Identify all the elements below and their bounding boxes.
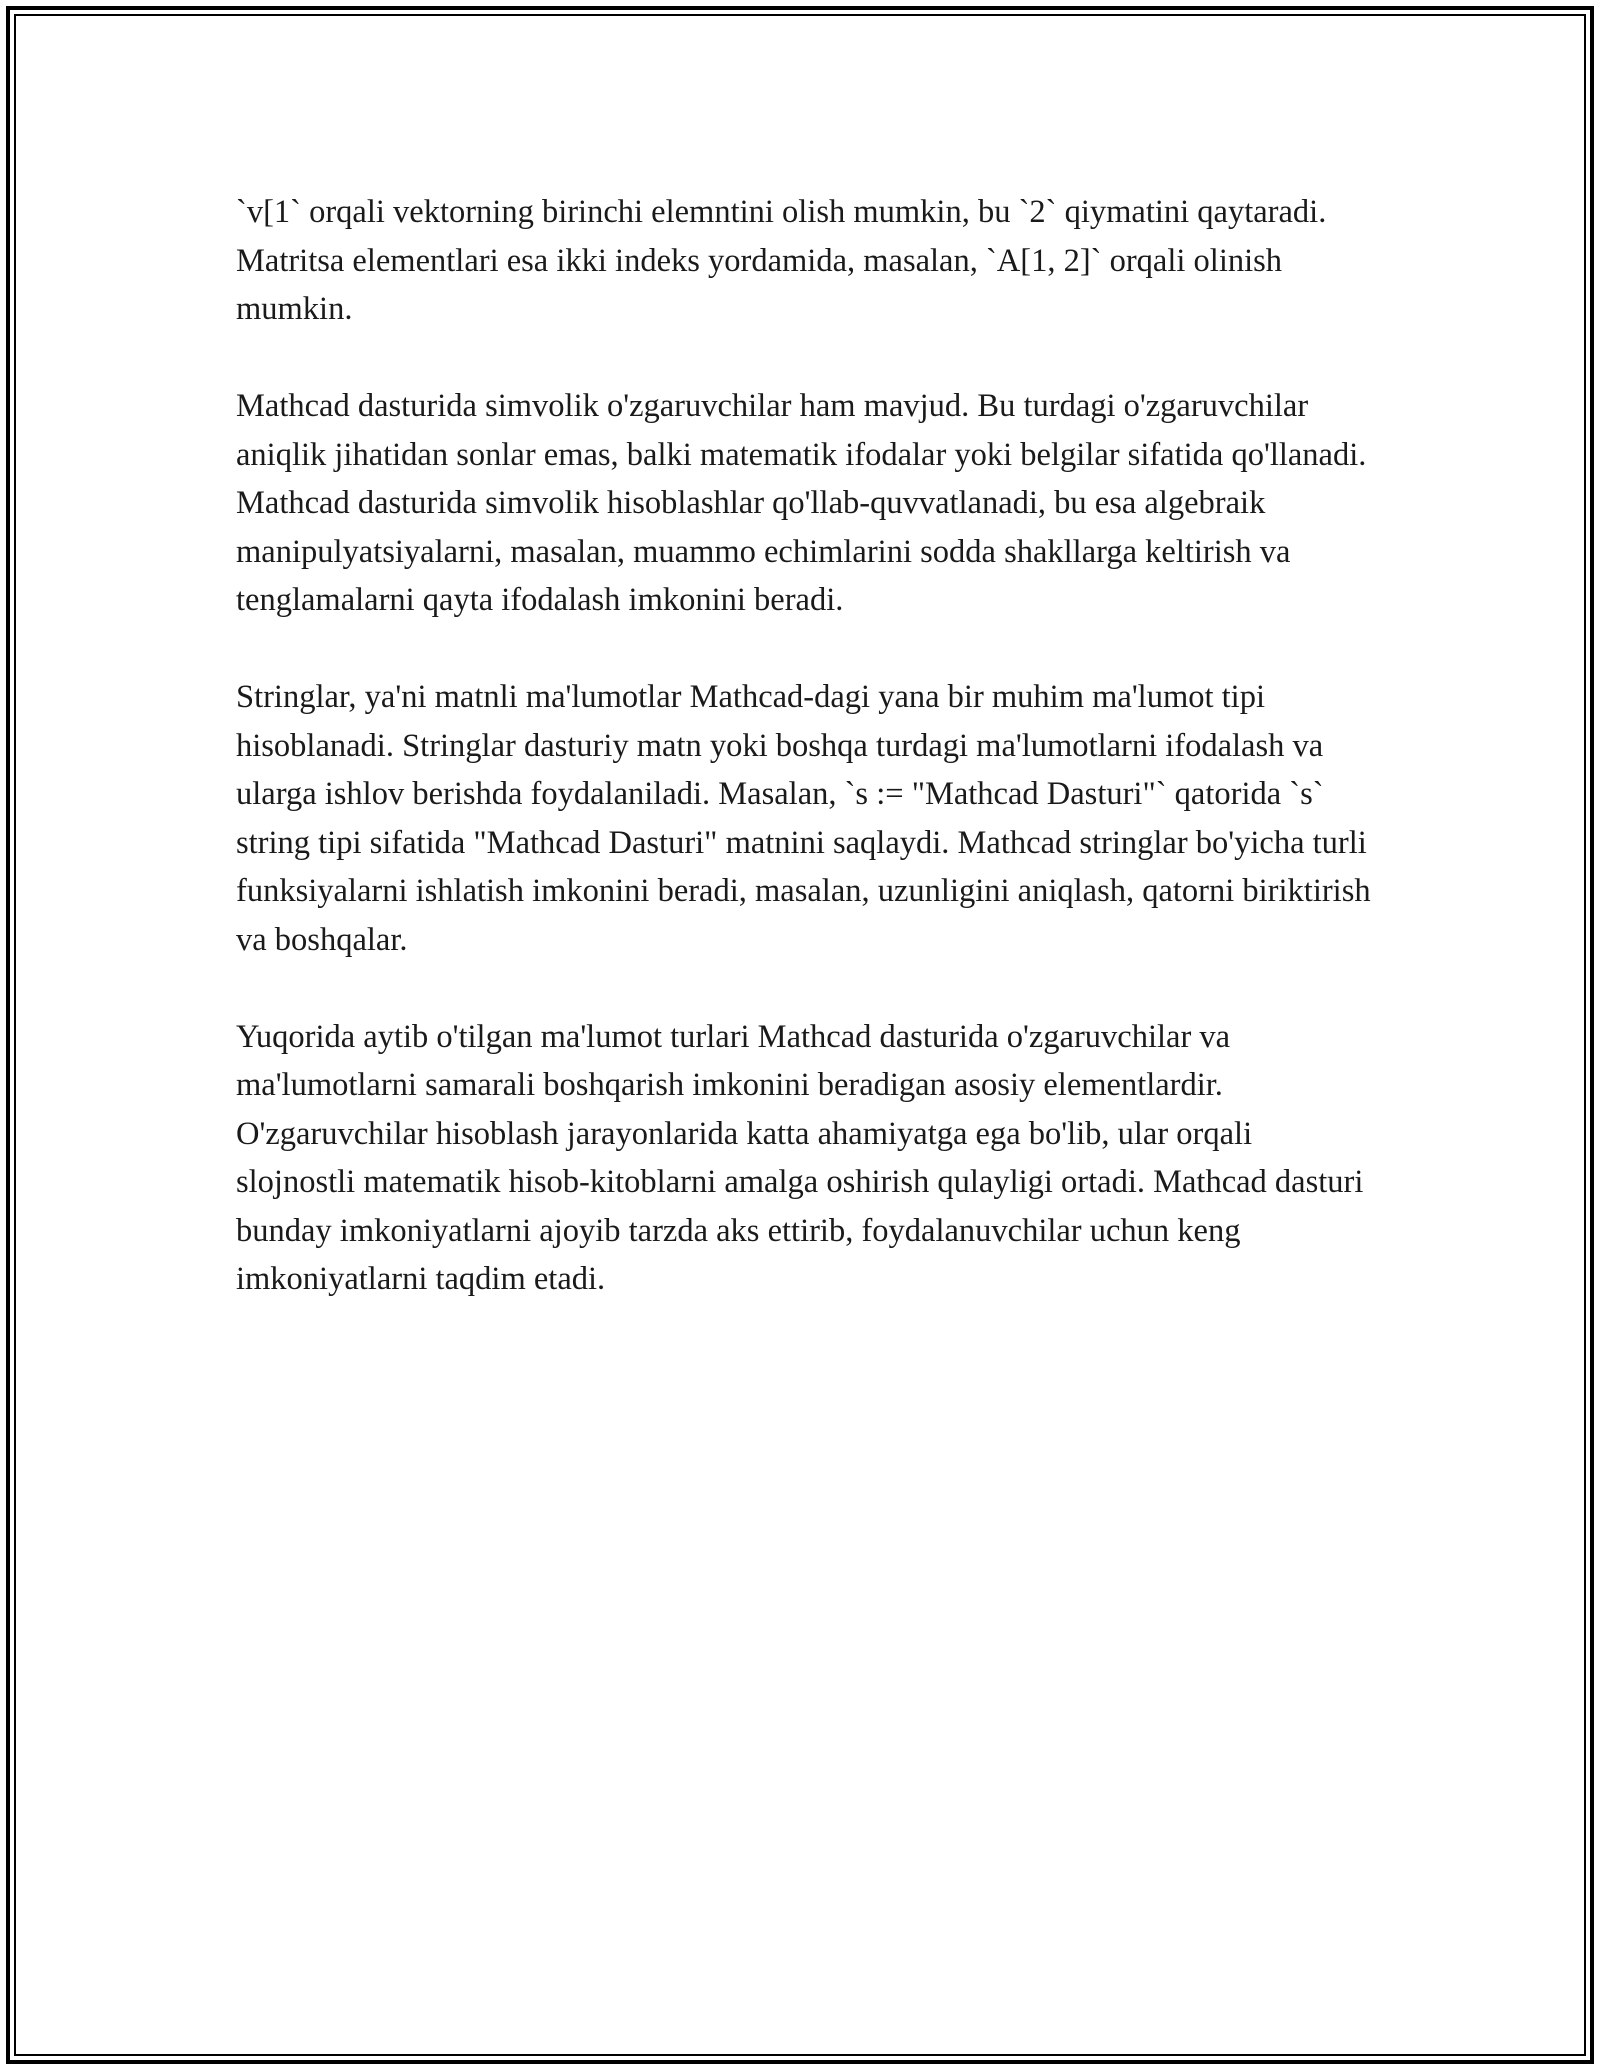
paragraph-vector-indexing: `v[1` orqali vektorning birinchi elemntini olish mumkin, bu `2` qiymatini qaytaradi. Matritsa elementlari esa ikki indeks yordamida, masalan, `A[1, 2]` orqali olinish mumkin. bbox=[236, 194, 1327, 327]
paragraph-symbolic-variables: Mathcad dasturida simvolik o'zgaruvchilar ham mavjud. Bu turdagi o'zgaruvchilar aniqlik jihatidan sonlar emas, balki matematik ifodalar yoki belgilar sifatida qo'llanadi. Mathcad dasturida simvolik hisoblashlar qo'llab-quvvatlanadi, bu esa algebraik manipulyatsiyalarni, masalan, muammo echimlarini sodda shakllarga keltirish va tenglamalarni qayta ifodalash imkonini beradi. bbox=[236, 388, 1367, 618]
paragraph-strings: Stringlar, ya'ni matnli ma'lumotlar Mathcad-dagi yana bir muhim ma'lumot tipi hisoblanadi. Stringlar dasturiy matn yoki boshqa turdagi ma'lumotlarni ifodalash va ularga ishlov berishda foydalaniladi. Masalan, `s := "Mathcad Dasturi"` qatorida `s` string tipi sifatida "Mathcad Dasturi" matnini saqlaydi. Mathcad stringlar bo'yicha turli funksiyalarni ishlatish imkonini beradi, masalan, uzunligini aniqlash, qatorni biriktirish va boshqalar. bbox=[236, 679, 1371, 958]
document-body bbox=[236, 188, 1376, 1352]
paragraph-summary: Yuqorida aytib o'tilgan ma'lumot turlari Mathcad dasturida o'zgaruvchilar va ma'lumotlarni samarali boshqarish imkonini beradigan asosiy elementlardir. O'zgaruvchilar hisoblash jarayonlarida katta ahamiyatga ega bo'lib, ular orqali slojnostli matematik hisob-kitoblarni amalga oshirish qulayligi ortadi. Mathcad dasturi bunday imkoniyatlarni ajoyib tarzda aks ettirib, foydalanuvchilar uchun keng imkoniyatlarni taqdim etadi. bbox=[236, 1018, 1364, 1297]
